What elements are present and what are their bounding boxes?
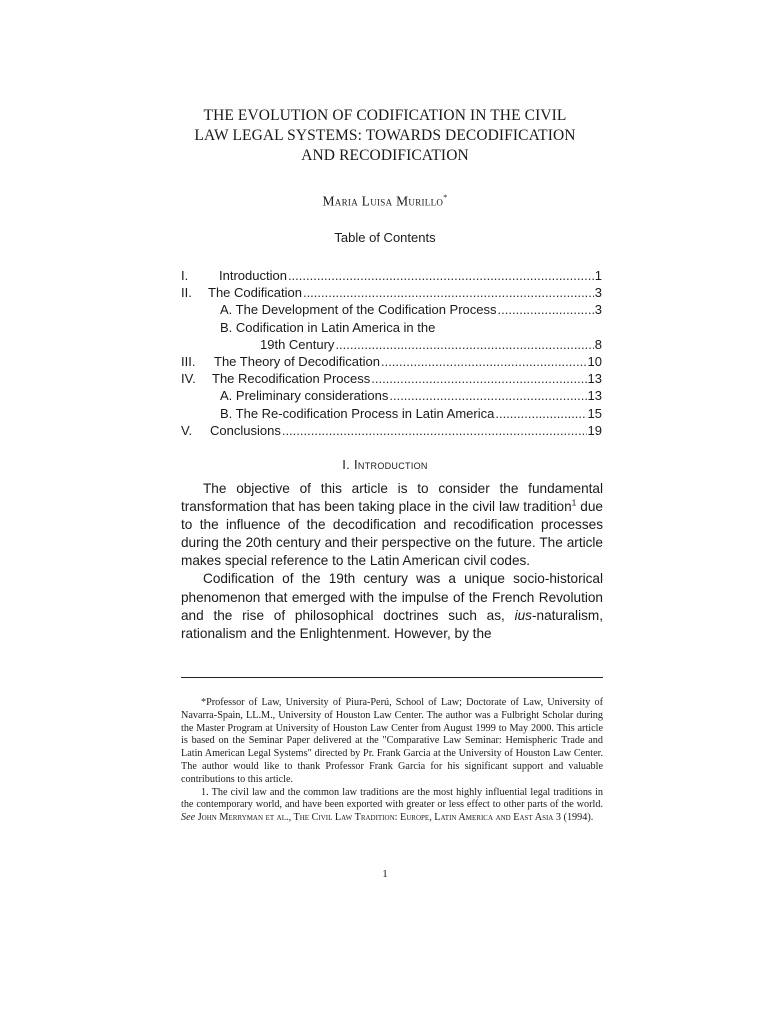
article-title (160, 106, 610, 166)
footnote-separator (181, 677, 603, 678)
toc-leader-dots (389, 388, 586, 403)
page-number: 1 (382, 868, 388, 880)
toc-heading: Table of Contents (334, 230, 436, 245)
toc-entry (181, 268, 602, 285)
section-heading (160, 457, 610, 472)
toc-entry-number: I. (181, 268, 189, 283)
toc-leader-dots (381, 354, 587, 369)
footnote-reference[interactable]: 1 (571, 497, 577, 508)
toc-entry-label: A. The Development of the Codification Process (220, 302, 497, 318)
body-paragraph (181, 480, 603, 570)
body-text-run: The objective of this article is to consider the fundamental transformation that has been taking place in the civil law tradition (181, 481, 603, 515)
footnote-1 (181, 787, 603, 825)
toc-entry-number: IV. (181, 371, 196, 387)
toc-entry (181, 285, 602, 302)
body-text (181, 480, 603, 643)
toc-entry-page: 3 (594, 302, 602, 318)
toc-entry (181, 354, 602, 371)
toc-leader-dots (282, 423, 587, 438)
citation-title: John Merryman et al., The Civil Law Tradition: Europe, Latin America and East Asia (195, 812, 554, 824)
toc-entry-label: B. The Re-codification Process in Latin America (220, 405, 495, 421)
toc-entry-page: 19 (587, 422, 602, 438)
author-footnote-marker: * (443, 193, 448, 202)
toc-leader-dots (498, 302, 594, 317)
toc-leader-dots (288, 268, 594, 283)
toc-leader-dots (495, 406, 586, 421)
title-line: LAW LEGAL SYSTEMS: TOWARDS DECODIFICATION (194, 127, 576, 144)
toc-entry-page: 1 (594, 268, 602, 283)
title-line: THE EVOLUTION OF CODIFICATION IN THE CIVIL (203, 107, 567, 124)
toc-entry (181, 423, 602, 440)
toc-entry-label: A. Preliminary considerations (220, 388, 389, 404)
toc-entry (181, 302, 602, 319)
toc-entry (181, 320, 602, 337)
toc-entry-number: V. (181, 422, 193, 438)
toc-entry-label: B. Codification in Latin America in the (220, 319, 436, 335)
author-line (160, 193, 610, 210)
section-title: Introduction (354, 457, 428, 472)
toc-entry-page: 13 (587, 371, 602, 387)
toc-entry-page: 13 (587, 388, 602, 404)
footnote-text-run: 1. The civil law and the common law traditions are the most highly influential legal traditions in the contemporary world, and have been exported with greater or less effect to other parts of the world. (181, 786, 603, 811)
toc-entry-label: 19th Century (260, 336, 335, 352)
toc-leader-dots (303, 285, 594, 300)
toc-entry (181, 388, 602, 405)
footnotes (181, 697, 603, 825)
toc-entry-page: 8 (594, 336, 602, 352)
toc-entry-label: Introduction (219, 268, 287, 283)
toc-entry-label: The Recodification Process (212, 371, 371, 387)
toc-entry-page: 3 (594, 285, 602, 301)
citation-signal: See (181, 812, 196, 824)
section-number: I. (342, 457, 351, 472)
body-paragraph (181, 570, 603, 642)
table-of-contents (181, 268, 602, 440)
title-line: AND RECODIFICATION (301, 147, 469, 164)
body-text-run: due to the influence of the decodification and recodification processes during the 20th century and their perspective on the future. The article makes special reference to the Latin American civil codes. (181, 499, 603, 569)
toc-entry-label: The Codification (208, 285, 302, 301)
toc-entry (181, 337, 602, 354)
toc-entry-number: II. (181, 285, 192, 301)
toc-leader-dots (335, 337, 593, 352)
toc-entry-page: 15 (587, 405, 602, 421)
footnote-author: *Professor of Law, University of Piura-Perú, School of Law; Doctorate of Law, University of Navarra-Spain, LL.M., University of Houston Law Center. The author was a Fulbright Scholar during the Master Program at University of Houston Law Center from August 1999 to May 2000. This article is based on the Seminar Paper delivered at the "Comparative Law Seminar: Hemispheric Trade and Latin American Legal Systems" directed by Pr. Frank Garcia at the University of Houston Law Center. The author would like to thank Professor Frank Garcia for his significant support and valuable contributions to this article. (181, 697, 603, 785)
body-text-run: Codification of the 19th century was a unique socio-historical phenomenon that emerged with the impulse of the French Revolution and the rise of philosophical doctrines such as, (181, 571, 603, 623)
body-text-run: -naturalism, rationalism and the Enlightenment. However, by the (181, 607, 603, 641)
toc-entry-page: 10 (587, 353, 602, 369)
toc-entry-label: The Theory of Decodification (214, 353, 380, 369)
author-name: Maria Luisa Murillo (322, 193, 444, 209)
toc-entry (181, 371, 602, 388)
italic-term: ius (514, 607, 532, 623)
toc-entry-label: Conclusions (210, 422, 281, 438)
footnote-text-run: 3 (1994). (553, 812, 594, 824)
toc-entry (181, 406, 602, 423)
toc-leader-dots (371, 371, 586, 386)
toc-entry-number: III. (181, 353, 196, 369)
